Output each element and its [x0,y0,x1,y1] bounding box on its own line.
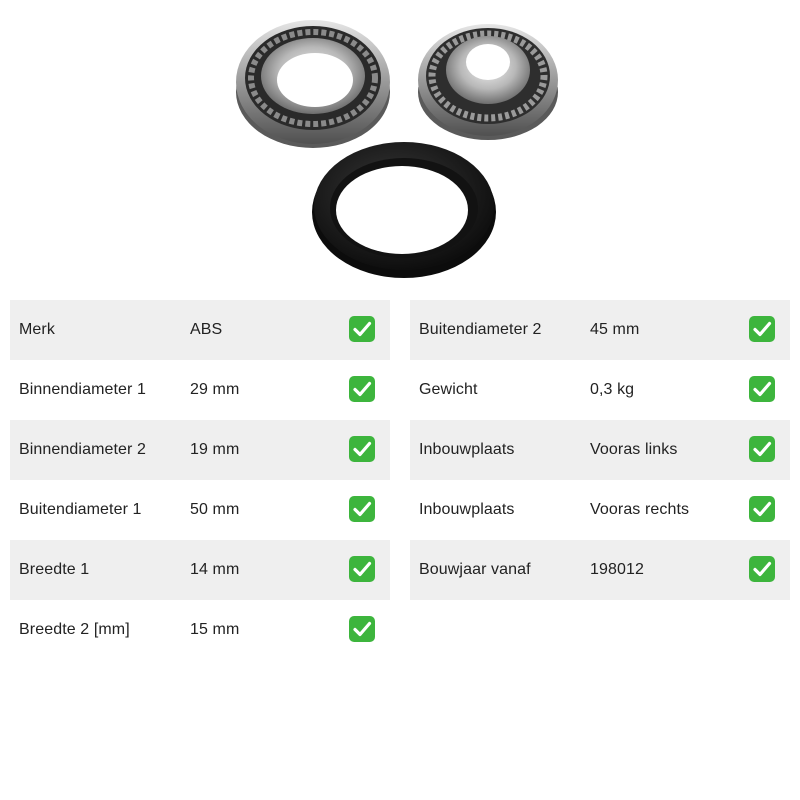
spec-label: Binnendiameter 1 [19,381,147,398]
spec-row [10,540,390,600]
spec-label: Binnendiameter 2 [19,441,147,458]
spec-row [10,600,390,660]
spec-row [10,300,390,360]
check-icon [349,556,375,582]
spec-value: 198012 [590,561,644,578]
spec-value: Vooras rechts [590,501,690,518]
spec-value: 50 mm [190,501,240,518]
spec-value: 0,3 kg [590,381,635,398]
spec-label: Buitendiameter 1 [19,501,142,518]
check-icon [749,436,775,462]
spec-label: Gewicht [419,381,478,398]
spec-label: Breedte 1 [19,561,90,578]
check-icon [749,376,775,402]
check-icon [349,316,375,342]
check-icon [749,496,775,522]
spec-label: Buitendiameter 2 [419,321,542,338]
spec-value: 19 mm [190,441,240,458]
check-icon [349,436,375,462]
product-image [220,8,580,288]
spec-value: 29 mm [190,381,240,398]
spec-row [10,480,390,540]
bearing-left [236,20,390,148]
spec-row [10,420,390,480]
spec-row [10,360,390,420]
spec-table-left [10,300,390,660]
spec-value: 15 mm [190,621,240,638]
spec-value: ABS [190,321,223,338]
spec-value: 14 mm [190,561,240,578]
check-icon [749,556,775,582]
check-icon [349,496,375,522]
spec-label: Breedte 2 [mm] [19,621,130,638]
bearing-right [418,24,558,140]
spec-row [410,300,790,360]
oil-seal [312,142,496,278]
check-icon [749,316,775,342]
spec-row [410,360,790,420]
spec-row [410,480,790,540]
spec-label: Inbouwplaats [419,441,515,458]
check-icon [349,376,375,402]
spec-label: Bouwjaar vanaf [419,561,531,578]
spec-table-right [410,300,790,600]
spec-value: 45 mm [590,321,640,338]
spec-label: Inbouwplaats [419,501,515,518]
spec-row [410,420,790,480]
spec-value: Vooras links [590,441,678,458]
spec-row [410,540,790,600]
check-icon [349,616,375,642]
spec-label: Merk [19,321,55,338]
